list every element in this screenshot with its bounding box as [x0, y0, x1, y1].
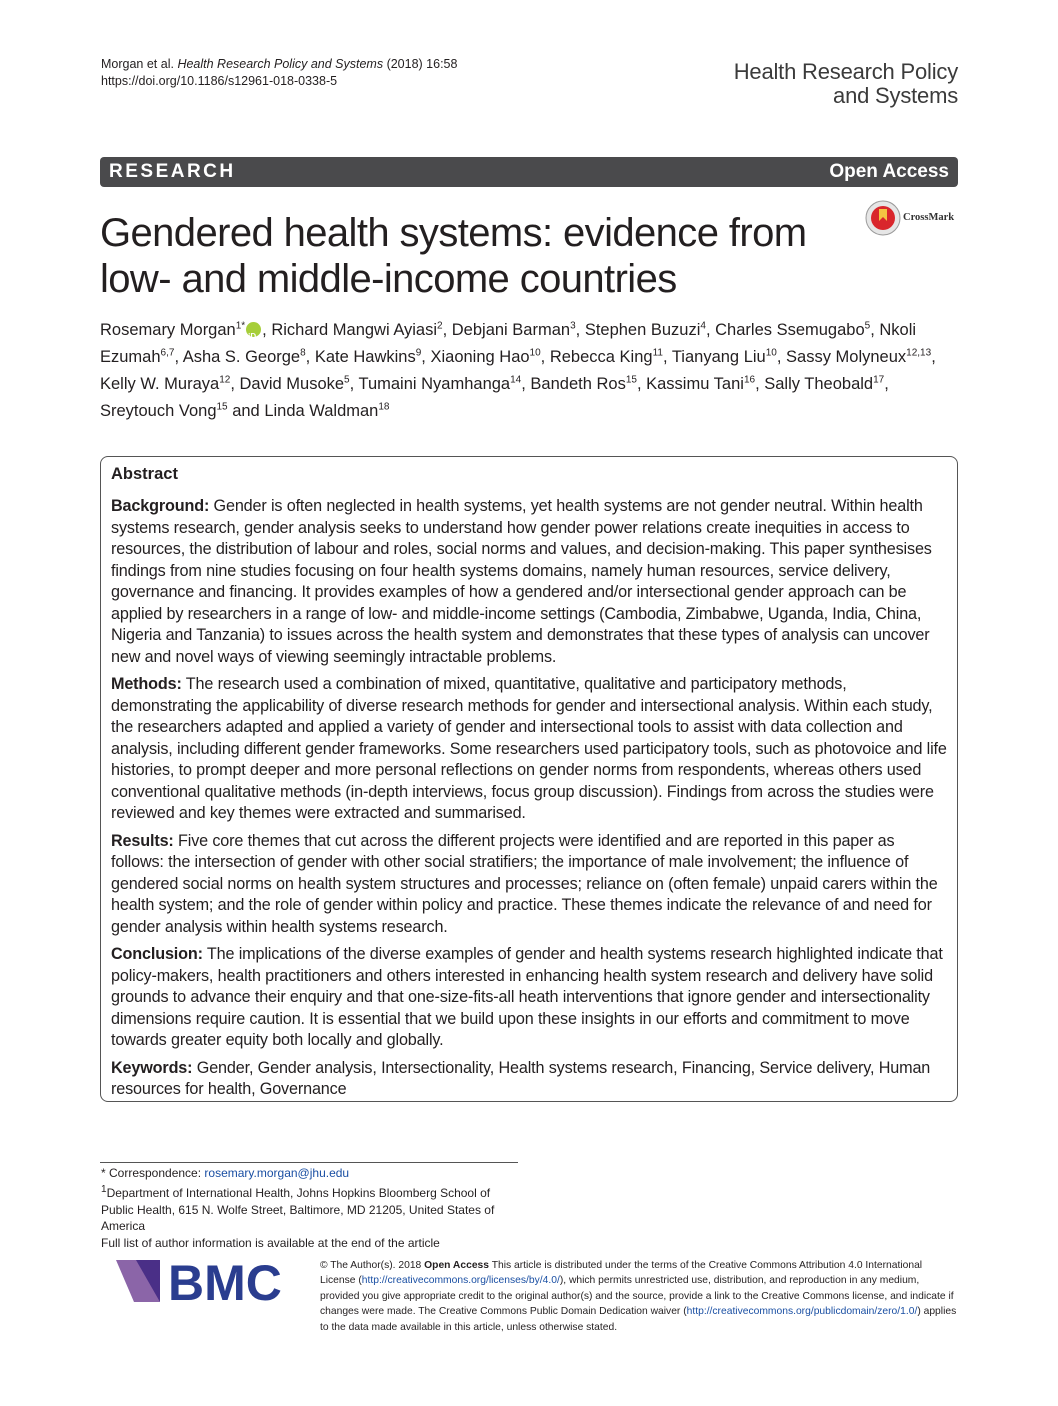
- author-affiliation-number: 5: [344, 374, 350, 386]
- bmc-logo: [116, 1256, 301, 1306]
- author: [715, 321, 870, 339]
- author: [550, 348, 663, 366]
- author: [240, 375, 350, 393]
- abstract-section-text: Gender, Gender analysis, Intersectionality, Health systems research, Financing, Service delivery, Human resources for health, Governance: [111, 1058, 931, 1098]
- author-name: Rebecca King: [549, 348, 653, 366]
- author: [530, 375, 637, 393]
- author-list: Rosemary Morgan$^{1*}$iD , Richard Mangwi Ayiasi$^2$, Debjani Barman$^3$, Stephen Buzuzi$^4$, Charles Ssemugabo$^5$, Nkoli Ezumah$^{6,7}$, Asha S. George$^8$, Kate Hawkins$^9$, Xiaoning Hao$^{10}$, Rebecca King$^{11}$, Tianyang Liu$^{10}$, Sassy Molyneux$^{12,13}$, Kelly W. Muraya$^{12}$, David Musoke$^5$, Tumaini Nyamhanga$^{14}$, Bandeth Ros$^{15}$, Kassimu Tani$^{16}$, Sally Theobald$^{17}$, Sreytouch Vong$^{15}$ and Linda Waldman$^{18}$: [100, 317, 950, 425]
- abstract-body: [111, 496, 949, 1107]
- affiliation: [101, 1182, 511, 1235]
- author-affiliation-number: 15: [625, 374, 637, 386]
- author-affiliation-number: 18: [378, 401, 390, 413]
- abstract-section-label: Results:: [111, 831, 174, 850]
- correspondence: [101, 1165, 511, 1182]
- citation-authors: Morgan et al.: [101, 57, 178, 71]
- abstract-section-label: Methods:: [111, 675, 182, 693]
- section-label: RESEARCH: [109, 161, 236, 182]
- author-affiliation-number: 16: [743, 374, 756, 386]
- author-name: Tumaini Nyamhanga: [358, 375, 511, 393]
- abstract-heading: Abstract: [111, 465, 178, 483]
- abstract-box: [100, 456, 958, 1102]
- author-affiliation-number: 17: [873, 374, 885, 386]
- citation: [101, 56, 457, 90]
- author-affiliation-number: 6,7: [160, 347, 175, 359]
- author-affiliation-number: 12,13: [906, 347, 932, 359]
- author-info-note: Full list of author information is available at the end of the article: [101, 1236, 440, 1251]
- article-title: Gendered health systems: evidence from low- and middle-income countries: [100, 211, 807, 301]
- author-name: David Musoke: [239, 375, 345, 393]
- author-name: Rosemary Morgan: [100, 321, 236, 339]
- author: [264, 402, 389, 420]
- abstract-section-text: The research used a combination of mixed, quantitative, qualitative and participatory methods, demonstrating the applicability of diverse research methods for gender and intersectional analysis. Within each study, the researchers adapted and applied a variety of gender and intersectional tools to assist with data collection and analysis, including different gender frameworks. Some researchers used participatory tools, such as photovoice and life histories, to prompt deeper and more personal reflections on gender norms from respondents, whereas others used conventional qualitative methods (in-depth interviews, focus group discussion). Findings from across the studies were reviewed and key themes were extracted and summarised.: [111, 675, 947, 822]
- bmc-logo-text: BMC: [168, 1256, 282, 1306]
- author: [786, 348, 931, 366]
- author-affiliation-number: 12: [219, 374, 231, 386]
- author-affiliation-number: 2: [437, 320, 443, 332]
- license-text-1: This article is distributed under the terms of the Creative Commons Attribution 4.0 International License (: [320, 1260, 923, 1287]
- open-access-label: Open Access: [829, 161, 949, 182]
- author: [100, 321, 262, 339]
- license-text-2: ), which permits unrestricted use, distribution, and reproduction in any medium, provided you give appropriate credit to the original author(s) and the source, provide a link to the Creative Commons license, and indicate if changes were made. The Creative Commons Public Domain Dedication waiver (: [320, 1275, 954, 1318]
- author: [452, 321, 576, 339]
- abstract-section-label: Background:: [111, 497, 210, 515]
- author: [430, 348, 540, 366]
- crossmark-icon: [865, 200, 901, 236]
- license-prefix: © The Author(s). 2018: [320, 1260, 425, 1271]
- doi-link[interactable]: https://doi.org/10.1186/s12961-018-0338-5: [101, 74, 338, 88]
- correspondence-email[interactable]: rosemary.morgan@jhu.edu: [204, 1166, 350, 1180]
- abstract-section: [111, 496, 949, 668]
- abstract-section-label: Conclusion:: [111, 945, 203, 963]
- author-name: Kelly W. Muraya: [100, 375, 220, 393]
- author: [764, 375, 884, 393]
- abstract-section-label: Keywords:: [111, 1058, 193, 1077]
- author-affiliation-number: 15: [216, 401, 228, 413]
- citation-line: [101, 56, 457, 73]
- abstract-section-text: Gender is often neglected in health systems, yet health systems are not gender neutral. Within health systems research, gender analysis seeks to understand how gender power relations create inequities in access to resources, the distribution of labour and roles, social norms and values, and decision-making. This paper synthesises findings from nine studies focusing on four health systems domains, namely human resources, service delivery, governance and financing. It provides examples of how a gendered and/or intersectional gender approach can be applied by researchers in a range of low- and middle-income settings (Cambodia, Zimbabwe, Uganda, India, China, Nigeria and Tanzania) to issues across the health system and demonstrates that these types of analysis can uncover new and novel ways of viewing seemingly intractable problems.: [111, 497, 932, 666]
- author-affiliation-number: 10: [529, 347, 541, 359]
- license-link-zero[interactable]: http://creativecommons.org/publicdomain/zero/1.0/: [686, 1306, 918, 1318]
- author-name: Sassy Molyneux: [786, 348, 907, 366]
- author: [100, 402, 228, 420]
- author: [100, 375, 230, 393]
- journal-name-line2: and Systems: [833, 83, 958, 108]
- author-affiliation-number: 11: [652, 347, 663, 359]
- author-name: Tianyang Liu: [671, 348, 766, 366]
- author-name: Sally Theobald: [764, 375, 874, 393]
- section-banner: [100, 157, 958, 187]
- author-name: Kassimu Tani: [646, 375, 744, 393]
- author-name: Bandeth Ros: [530, 375, 626, 393]
- affiliation-text: Department of International Health, Johns Hopkins Bloomberg School of Public Health, 615 N. Wolfe Street, Baltimore, MD 21205, United States of America: [101, 1185, 495, 1234]
- author-name: Linda Waldman: [264, 402, 379, 420]
- citation-journal: Health Research Policy and Systems: [177, 57, 384, 71]
- author-name: Stephen Buzuzi: [584, 321, 701, 339]
- author: [585, 321, 706, 339]
- license-link-by[interactable]: http://creativecommons.org/licenses/by/4.0/: [361, 1275, 560, 1287]
- author-affiliation-number: 4: [700, 320, 706, 332]
- author-name: Xiaoning Hao: [430, 348, 530, 366]
- author-affiliation-number: 1*: [235, 320, 246, 332]
- author: [358, 375, 521, 393]
- license-text-3: ) applies to the data made available in this article, unless otherwise stated.: [320, 1306, 957, 1333]
- author-name: Charles Ssemugabo: [715, 321, 865, 339]
- license-statement: [320, 1258, 960, 1335]
- author-affiliation-number: 10: [765, 347, 777, 359]
- footnote-divider: [100, 1162, 518, 1163]
- author-affiliation-number: 14: [510, 374, 522, 386]
- crossmark-badge[interactable]: [865, 200, 960, 240]
- author-name: Debjani Barman: [451, 321, 571, 339]
- author: [271, 321, 442, 339]
- author: [672, 348, 777, 366]
- license-open-access: Open Access: [424, 1260, 490, 1271]
- author-name: Richard Mangwi Ayiasi: [271, 321, 438, 339]
- author: [315, 348, 421, 366]
- abstract-section-text: The implications of the diverse examples of gender and health systems research highlighted indicate that policy-makers, health practitioners and others interested in enhancing health system research and delivery have solid grounds to advance their enquiry and that one-size-fits-all heath interventions that ignore gender and intersectionality dimensions require caution. It is essential that we build upon these insights in our efforts and commitment to move towards greater equity both locally and globally.: [111, 945, 943, 1049]
- crossmark-label: CrossMark: [903, 212, 955, 223]
- abstract-section: [111, 674, 949, 825]
- author-affiliation-number: 8: [300, 347, 306, 359]
- author-name: Asha S. George: [182, 348, 301, 366]
- affiliation-number: 1: [101, 1183, 107, 1195]
- author-affiliation-number: 3: [570, 320, 576, 332]
- author-name: Kate Hawkins: [314, 348, 416, 366]
- author-name: Sreytouch Vong: [100, 402, 217, 420]
- journal-name: [734, 60, 958, 108]
- author: [646, 375, 755, 393]
- orcid-icon[interactable]: [246, 322, 261, 337]
- abstract-section: [111, 944, 949, 1052]
- abstract-section: [111, 1058, 949, 1101]
- author-affiliation-number: 9: [415, 347, 422, 359]
- citation-volume: (2018) 16:58: [383, 57, 458, 71]
- author: [183, 348, 306, 366]
- correspondence-label: * Correspondence:: [101, 1166, 205, 1180]
- author-name: Nkoli Ezumah: [100, 321, 917, 366]
- author-affiliation-number: 5: [864, 320, 871, 332]
- abstract-section-text: Five core themes that cut across the different projects were identified and are reported in this paper as follows: the intersection of gender with other social stratifiers; the importance of male involvement; the influence of gendered social norms on health system structures and processes; reliance on (often female) unpaid carers within the health system; and the role of gender within policy and practice. These themes indicate the relevance of and need for gender analysis within health systems research.: [111, 831, 938, 936]
- footnotes: [101, 1165, 511, 1252]
- abstract-section: [111, 831, 949, 939]
- journal-name-line1: Health Research Policy: [733, 59, 958, 84]
